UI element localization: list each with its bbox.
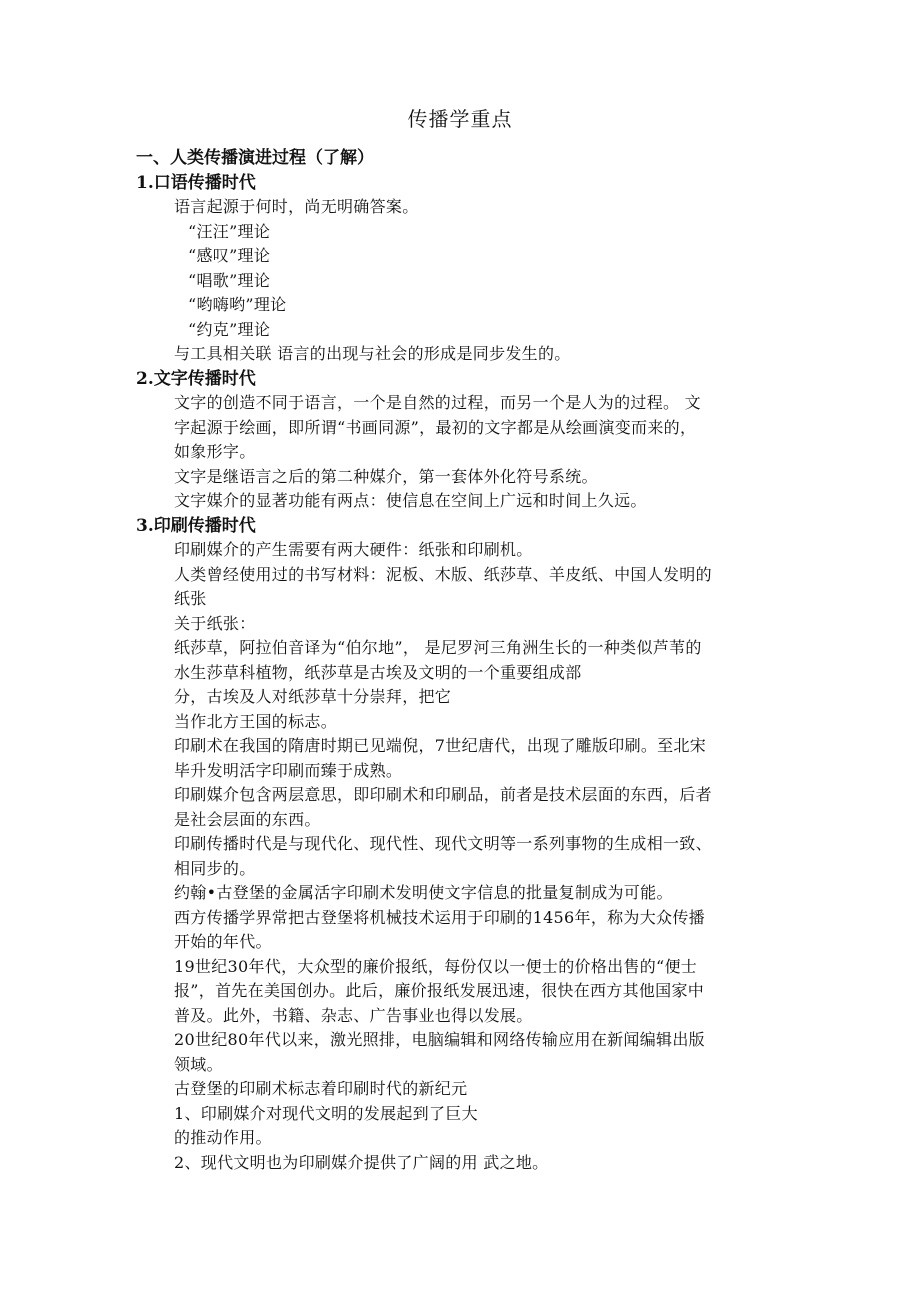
text-line: 文字的创造不同于语言，一个是自然的过程，而另一个是人为的过程。 文 xyxy=(174,393,701,412)
subsection-heading-writing: 2.文字传播时代 xyxy=(136,368,256,389)
section-heading: 一、人类传播演进过程（了解） xyxy=(136,148,374,168)
text-line: 的推动作用。 xyxy=(174,1128,272,1147)
text-line: 分，古埃及人对纸莎草十分崇拜，把它 xyxy=(174,687,452,706)
text-line: 关于纸张： xyxy=(174,613,256,633)
text-line: 纸张 xyxy=(174,589,207,608)
text-line: 报”，首先在美国创办。此后，廉价报纸发展迅速，很快在西方其他国家中 xyxy=(174,981,705,1000)
text-line: 印刷媒介的产生需要有两大硬件：纸张和印刷机。 xyxy=(174,540,533,559)
document-body xyxy=(136,146,796,1175)
subsection-heading-printing: 3.印刷传播时代 xyxy=(136,515,256,536)
text-line: 印刷传播时代是与现代化、现代性、现代文明等一系列事物的生成相一致、 xyxy=(174,834,712,853)
text-line: 字起源于绘画，即所谓“书画同源”，最初的文字都是从绘画演变而来的， xyxy=(174,417,697,437)
text-line: 印刷术在我国的隋唐时期已见端倪，7世纪唐代，出现了雕版印刷。至北宋 xyxy=(174,736,707,755)
text-line: 是社会层面的东西。 xyxy=(174,809,321,829)
text-line: 水生莎草科植物，纸莎草是古埃及文明的一个重要组成部 xyxy=(174,662,582,682)
text-line: 普及。此外，书籍、杂志、广告事业也得以发展。 xyxy=(174,1005,533,1025)
theory-item: “哟嗨哟”理论 xyxy=(188,295,287,314)
paragraph: 语言起源于何时，尚无明确答案。 xyxy=(174,197,419,216)
text-line: 文字媒介的显著功能有两点：使信息在空间上广远和时间上久远。 xyxy=(174,491,647,510)
theory-item: “感叹”理论 xyxy=(188,246,271,265)
text-line: 印刷媒介包含两层意思，即印刷术和印刷品，前者是技术层面的东西，后者 xyxy=(174,785,712,804)
text-line: 当作北方王国的标志。 xyxy=(174,711,338,731)
document-title: 传播学重点 xyxy=(407,107,513,131)
text-line: 人类曾经使用过的书写材料：泥板、木版、纸莎草、羊皮纸、中国人发明的 xyxy=(174,564,712,584)
text-line: 毕升发明活字印刷而臻于成熟。 xyxy=(174,760,403,780)
text-line: 领域。 xyxy=(174,1054,223,1074)
text-line: 19世纪30年代，大众型的廉价报纸，每份仅以一便士的价格出售的“便士 xyxy=(174,956,698,976)
paragraph-block xyxy=(136,538,796,1175)
text-line: 1、印刷媒介对现代文明的发展起到了巨大 xyxy=(174,1103,478,1123)
subsection-heading-oral: 1.口语传播时代 xyxy=(136,172,256,193)
text-line: 古登堡的印刷术标志着印刷时代的新纪元 xyxy=(174,1079,468,1098)
text-line: 2、现代文明也为印刷媒介提供了广阔的用 武之地。 xyxy=(174,1152,549,1172)
text-line: 纸莎草，阿拉伯音译为“伯尔地”， 是尼罗河三角洲生长的一种类似芦苇的 xyxy=(174,638,702,657)
text-line: 相同步的。 xyxy=(174,858,256,878)
theory-item: “汪汪”理论 xyxy=(188,221,271,241)
text-line: 西方传播学界常把古登堡将机械技术运用于印刷的1456年，称为大众传播 xyxy=(174,907,705,927)
theory-item: “唱歌”理论 xyxy=(188,270,271,290)
text-line: 文字是继语言之后的第二种媒介，第一套体外化符号系统。 xyxy=(174,466,598,486)
text-line: 20世纪80年代以来，激光照排，电脑编辑和网络传输应用在新闻编辑出版 xyxy=(174,1030,705,1049)
text-line: 约翰•古登堡的金属活字印刷术发明使文字信息的批量复制成为可能。 xyxy=(174,883,673,902)
paragraph-block xyxy=(136,391,796,514)
text-line: 如象形字。 xyxy=(174,442,256,461)
text-line: 开始的年代。 xyxy=(174,932,272,951)
paragraph: 与工具相关联 语言的出现与社会的形成是同步发生的。 xyxy=(174,344,571,363)
theory-item: “约克”理论 xyxy=(188,319,271,339)
